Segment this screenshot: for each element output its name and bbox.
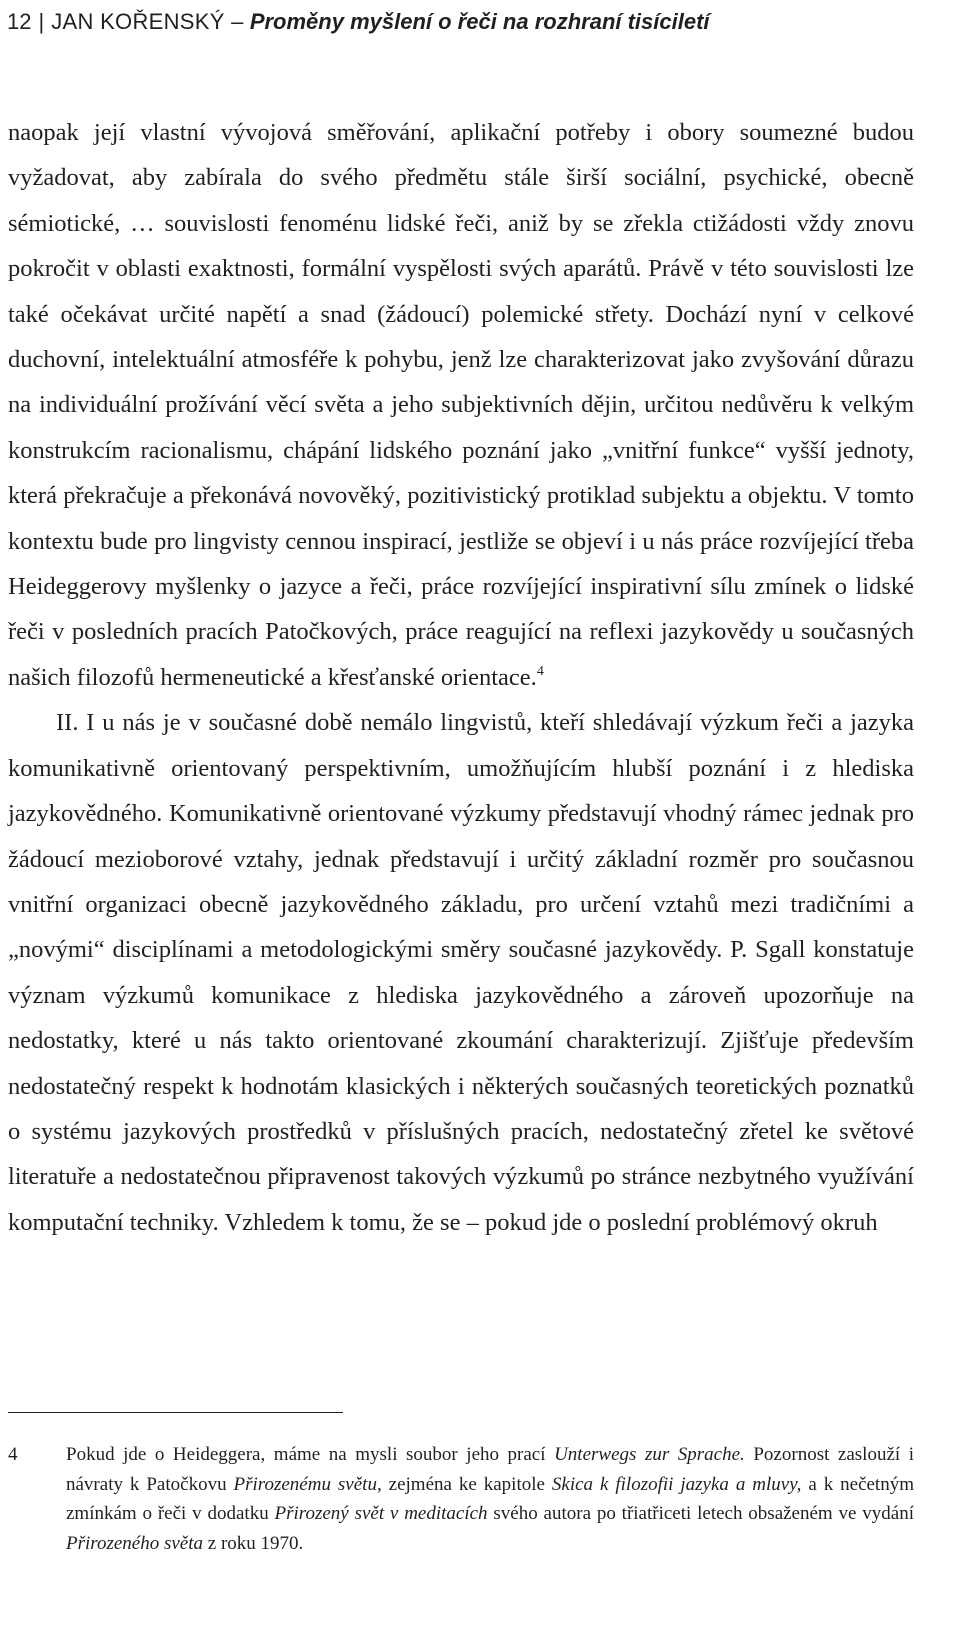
footnote-italic-title: Přirozený svět v meditacích (274, 1503, 488, 1525)
footnote-segment: a k nečetným zmínkám o řeči v dodatku (66, 1473, 914, 1525)
footnote-segment: zejména ke kapitole (381, 1473, 552, 1495)
header-book-title: Proměny myšlení o řeči na rozhraní tisíciletí (249, 9, 710, 34)
footnote-segment: z roku 1970. (203, 1533, 304, 1555)
paragraph-text: II. I u nás je v současné době nemálo lingvistů, kteří shledávají výzkum řeči a jazyka komunikativně orientovaný perspektivním, umožňujícím hlubší poznání i z hlediska jazykovědného. Komunikativně orientované výzkumy představují vhodný rámec jednak pro žádoucí mezioborové vztahy, jednak představují i určitý základní rozměr pro současnou vnitřní organizaci obecně jazykovědného základu, pro určení vztahů mezi tradičními a „novými“ disciplínami a metodologickými směry současné jazykovědy. P. Sgall konstatuje význam výzkumů komunikace z hlediska jazykovědného a zároveň upozorňuje na nedostatky, které u nás takto orientované zkoumání charakterizují. Zjišťuje především nedostatečný respekt k hodnotám klasických i některých současných teoretických poznatků o systému jazykových prostředků v příslušných pracích, nedostatečný zřetel ke světové literatuře a nedostatečnou připravenost takových výzkumů po stránce nezbytného využívání komputační techniky. Vzhledem k tomu, že se – pokud jde o poslední problémový okruh (8, 709, 914, 1236)
footnote-segment: Pokud jde o Heideggera, máme na mysli soubor jeho prací (66, 1444, 555, 1465)
paragraph (8, 700, 914, 1245)
running-header (7, 4, 937, 40)
footnote-segment: Pozornost zaslouží i návraty k Patočkovu (66, 1444, 914, 1495)
header-author: JAN KOŘENSKÝ – (51, 9, 244, 34)
footnote-number: 4 (8, 1444, 18, 1465)
footnote-divider (8, 1412, 343, 1413)
paragraph (8, 110, 914, 700)
main-text (8, 110, 914, 1245)
footnote-italic-title: Unterwegs zur Sprache. (554, 1444, 745, 1465)
footnote-italic-title: Přirozenému světu, (233, 1473, 382, 1495)
footnote-italic-title: Přirozeného světa (66, 1533, 204, 1555)
page-number: 12 (7, 9, 32, 34)
header-separator: | (38, 9, 45, 34)
footnote (8, 1440, 914, 1559)
footnote-text (66, 1440, 914, 1559)
footnote-segment: svého autora po třiatřiceti letech obsaženém ve vydání (487, 1503, 914, 1525)
footnote-italic-title: Skica k filozofii jazyka a mluvy, (551, 1473, 802, 1495)
footnote-reference[interactable]: 4 (536, 663, 544, 679)
paragraph-text: naopak její vlastní vývojová směřování, aplikační potřeby i obory soumezné budou vyžadovat, aby zabírala do svého předmětu stále širší sociální, psychické, obecně sémiotické, … souvislosti fenoménu lidské řeči, aniž by se zřekla ctižádosti vždy znovu pokročit v oblasti exaktnosti, formální vyspělosti svých aparátů. Právě v této souvislosti lze také očekávat určité napětí a snad (žádoucí) polemické střety. Dochází nyní v celkové duchovní, intelektuální atmosféře k pohybu, jenž lze charakterizovat jako zvyšování důrazu na individuální prožívání věcí světa a jeho subjektivních dějin, určitou nedůvěru k velkým konstrukcím racionalismu, chápání lidského poznání jako „vnitřní funkce“ vyšší jednoty, která překračuje a překonává novověký, pozitivistický protiklad subjektu a objektu. V tomto kontextu bude pro lingvisty cennou inspirací, jestliže se objeví i u nás práce rozvíjející třeba Heideggerovy myšlenky o jazyce a řeči, práce rozvíjející inspirativní sílu zmínek o lidské řeči v posledních pracích Patočkových, práce reagující na reflexi jazykovědy u současných našich filozofů hermeneutické a křesťanské orientace. (8, 119, 914, 691)
